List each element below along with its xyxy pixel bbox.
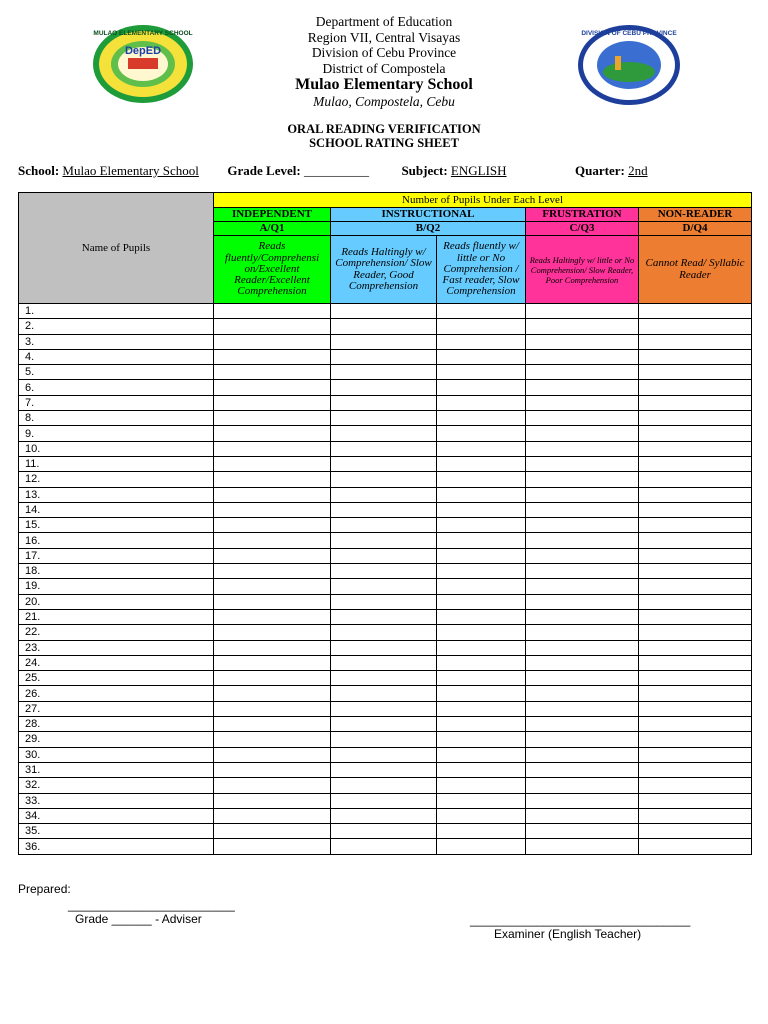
school-logo-text: MULAO ELEMENTARY SCHOOL <box>93 30 193 37</box>
pupil-row <box>19 380 752 395</box>
level-count-cell[interactable] <box>331 747 437 762</box>
title-line-1: ORAL READING VERIFICATION <box>287 122 481 136</box>
pupil-row <box>19 686 752 701</box>
level-count-cell[interactable] <box>331 456 437 471</box>
frustration-code: C/Q3 <box>526 222 639 236</box>
pupil-row <box>19 426 752 441</box>
level-count-cell[interactable] <box>331 701 437 716</box>
level-count-cell[interactable] <box>437 349 526 364</box>
level-count-cell[interactable] <box>331 487 437 502</box>
school-value: Mulao Elementary School <box>62 163 199 178</box>
level-count-cell[interactable] <box>639 334 752 349</box>
level-count-cell[interactable] <box>639 411 752 426</box>
level-count-cell[interactable] <box>214 701 331 716</box>
level-count-cell[interactable] <box>214 762 331 777</box>
level-count-cell[interactable] <box>526 349 639 364</box>
level-count-cell[interactable] <box>437 594 526 609</box>
level-count-cell[interactable] <box>214 594 331 609</box>
instructional-code: B/Q2 <box>331 222 526 236</box>
level-count-cell[interactable] <box>526 778 639 793</box>
level-count-cell[interactable] <box>526 793 639 808</box>
pupil-row <box>19 304 752 319</box>
grade-value: __________ <box>303 163 369 178</box>
level-count-cell[interactable] <box>331 365 437 380</box>
level-count-cell[interactable] <box>639 655 752 670</box>
level-count-cell[interactable] <box>331 579 437 594</box>
level-count-cell[interactable] <box>526 625 639 640</box>
non-reader-header: NON-READER <box>639 208 752 222</box>
independent-description: Reads fluently/Comprehensi on/Excellent Reader/Excellent Comprehension <box>214 236 331 304</box>
level-count-cell[interactable] <box>214 686 331 701</box>
level-count-cell[interactable] <box>214 579 331 594</box>
level-count-cell[interactable] <box>331 762 437 777</box>
level-count-cell[interactable] <box>331 334 437 349</box>
level-count-cell[interactable] <box>331 518 437 533</box>
level-count-cell[interactable] <box>214 395 331 410</box>
level-count-cell[interactable] <box>437 808 526 823</box>
level-count-cell[interactable] <box>214 717 331 732</box>
pupil-name-cell[interactable]: 21. <box>19 609 214 624</box>
pupil-name-cell[interactable]: 30. <box>19 747 214 762</box>
level-count-cell[interactable] <box>331 380 437 395</box>
level-count-cell[interactable] <box>331 564 437 579</box>
level-count-cell[interactable] <box>639 380 752 395</box>
pupil-row <box>19 824 752 839</box>
school-name: Mulao Elementary School <box>295 76 473 93</box>
level-count-cell[interactable] <box>331 671 437 686</box>
level-count-cell[interactable] <box>331 395 437 410</box>
level-count-cell[interactable] <box>526 502 639 517</box>
adviser-label: Grade ______ - Adviser <box>75 912 202 926</box>
level-count-cell[interactable] <box>437 839 526 854</box>
pupil-name-cell[interactable]: 34. <box>19 808 214 823</box>
pupil-row <box>19 319 752 334</box>
pupil-name-cell[interactable]: 13. <box>19 487 214 502</box>
level-count-cell[interactable] <box>214 808 331 823</box>
level-count-cell[interactable] <box>437 701 526 716</box>
level-count-cell[interactable] <box>214 778 331 793</box>
level-count-cell[interactable] <box>214 304 331 319</box>
level-count-cell[interactable] <box>639 594 752 609</box>
level-count-cell[interactable] <box>331 625 437 640</box>
level-count-cell[interactable] <box>526 732 639 747</box>
pupil-row <box>19 395 752 410</box>
level-count-cell[interactable] <box>526 426 639 441</box>
pupil-row <box>19 472 752 487</box>
pupil-row <box>19 456 752 471</box>
deped-mark: DepED <box>124 45 162 57</box>
pupil-row <box>19 839 752 854</box>
level-count-cell[interactable] <box>437 732 526 747</box>
quarter-value: 2nd <box>628 163 648 178</box>
level-count-cell[interactable] <box>214 564 331 579</box>
info-line <box>18 163 648 179</box>
pupil-name-cell[interactable]: 8. <box>19 411 214 426</box>
pupil-row <box>19 778 752 793</box>
pupil-row <box>19 594 752 609</box>
level-count-cell[interactable] <box>437 533 526 548</box>
district-line: District of Compostela <box>322 60 446 76</box>
level-count-cell[interactable] <box>437 778 526 793</box>
level-count-cell[interactable] <box>639 671 752 686</box>
level-count-cell[interactable] <box>214 456 331 471</box>
pupil-name-cell[interactable]: 12. <box>19 472 214 487</box>
division-seal-text: DIVISION OF CEBU PROVINCE <box>581 30 677 37</box>
level-count-cell[interactable] <box>526 548 639 563</box>
pupil-row <box>19 502 752 517</box>
pupil-name-cell[interactable]: 28. <box>19 717 214 732</box>
level-count-cell[interactable] <box>526 762 639 777</box>
level-count-cell[interactable] <box>331 655 437 670</box>
letterhead <box>0 14 768 110</box>
pupil-name-cell[interactable]: 16. <box>19 533 214 548</box>
level-count-cell[interactable] <box>437 395 526 410</box>
level-count-cell[interactable] <box>331 717 437 732</box>
level-count-cell[interactable] <box>437 762 526 777</box>
pupil-row <box>19 349 752 364</box>
level-count-cell[interactable] <box>214 655 331 670</box>
level-count-cell[interactable] <box>214 609 331 624</box>
pupil-name-cell[interactable]: 14. <box>19 502 214 517</box>
level-count-cell[interactable] <box>639 625 752 640</box>
pupil-row <box>19 533 752 548</box>
level-count-cell[interactable] <box>639 701 752 716</box>
level-count-cell[interactable] <box>437 824 526 839</box>
level-count-cell[interactable] <box>437 609 526 624</box>
level-count-cell[interactable] <box>331 686 437 701</box>
pupil-name-cell[interactable]: 32. <box>19 778 214 793</box>
level-count-cell[interactable] <box>437 717 526 732</box>
level-count-cell[interactable] <box>214 349 331 364</box>
level-count-cell[interactable] <box>526 671 639 686</box>
pupil-name-cell[interactable]: 3. <box>19 334 214 349</box>
level-count-cell[interactable] <box>526 824 639 839</box>
non-reader-code: D/Q4 <box>639 222 752 236</box>
level-count-cell[interactable] <box>639 472 752 487</box>
non-reader-description: Cannot Read/ Syllabic Reader <box>639 236 752 304</box>
level-count-cell[interactable] <box>214 319 331 334</box>
pupil-row <box>19 717 752 732</box>
level-count-cell[interactable] <box>639 487 752 502</box>
pupil-name-cell[interactable]: 23. <box>19 640 214 655</box>
level-count-cell[interactable] <box>437 625 526 640</box>
pupil-name-cell[interactable]: 18. <box>19 564 214 579</box>
independent-code: A/Q1 <box>214 222 331 236</box>
level-count-cell[interactable] <box>639 808 752 823</box>
pupil-row <box>19 487 752 502</box>
level-count-cell[interactable] <box>639 717 752 732</box>
level-count-cell[interactable] <box>526 411 639 426</box>
level-count-cell[interactable] <box>639 548 752 563</box>
level-count-cell[interactable] <box>639 839 752 854</box>
level-count-cell[interactable] <box>639 533 752 548</box>
level-count-cell[interactable] <box>526 839 639 854</box>
pupil-name-cell[interactable]: 31. <box>19 762 214 777</box>
level-count-cell[interactable] <box>437 579 526 594</box>
level-count-cell[interactable] <box>331 548 437 563</box>
level-count-cell[interactable] <box>214 824 331 839</box>
pupil-row <box>19 579 752 594</box>
level-count-cell[interactable] <box>526 747 639 762</box>
level-count-cell[interactable] <box>437 502 526 517</box>
level-count-cell[interactable] <box>437 671 526 686</box>
level-count-cell[interactable] <box>331 472 437 487</box>
level-count-cell[interactable] <box>526 640 639 655</box>
pupil-row <box>19 441 752 456</box>
pupil-name-cell[interactable]: 35. <box>19 824 214 839</box>
level-count-cell[interactable] <box>331 411 437 426</box>
pupil-row <box>19 671 752 686</box>
level-count-cell[interactable] <box>437 380 526 395</box>
pupil-name-cell[interactable]: 36. <box>19 839 214 854</box>
pupil-name-cell[interactable]: 22. <box>19 625 214 640</box>
rating-table <box>18 192 752 855</box>
pupil-name-cell[interactable]: 10. <box>19 441 214 456</box>
level-count-cell[interactable] <box>526 717 639 732</box>
level-count-cell[interactable] <box>526 319 639 334</box>
level-count-cell[interactable] <box>437 365 526 380</box>
level-count-cell[interactable] <box>214 411 331 426</box>
pupil-name-cell[interactable]: 33. <box>19 793 214 808</box>
level-count-cell[interactable] <box>639 732 752 747</box>
level-count-cell[interactable] <box>437 793 526 808</box>
quarter-label: Quarter: <box>575 163 625 178</box>
level-count-cell[interactable] <box>526 533 639 548</box>
level-count-cell[interactable] <box>214 518 331 533</box>
level-count-cell[interactable] <box>639 579 752 594</box>
level-count-cell[interactable] <box>639 365 752 380</box>
pupil-row <box>19 747 752 762</box>
pupil-row <box>19 640 752 655</box>
level-count-cell[interactable] <box>639 609 752 624</box>
level-count-cell[interactable] <box>437 304 526 319</box>
pupil-name-cell[interactable]: 20. <box>19 594 214 609</box>
level-count-cell[interactable] <box>331 533 437 548</box>
level-count-cell[interactable] <box>639 502 752 517</box>
level-count-cell[interactable] <box>214 548 331 563</box>
instructional-description-b: Reads fluently w/ little or No Comprehension / Fast reader, Slow Comprehension <box>437 236 526 304</box>
level-count-cell[interactable] <box>331 609 437 624</box>
level-count-cell[interactable] <box>526 487 639 502</box>
examiner-label: Examiner (English Teacher) <box>494 927 642 941</box>
pupil-row <box>19 518 752 533</box>
level-count-cell[interactable] <box>214 472 331 487</box>
level-count-cell[interactable] <box>639 747 752 762</box>
pupil-row <box>19 411 752 426</box>
pupil-name-cell[interactable]: 1. <box>19 304 214 319</box>
pupil-name-cell[interactable]: 11. <box>19 456 214 471</box>
level-count-cell[interactable] <box>214 625 331 640</box>
level-count-cell[interactable] <box>214 487 331 502</box>
level-count-cell[interactable] <box>437 426 526 441</box>
pupils-per-level-header: Number of Pupils Under Each Level <box>214 193 752 208</box>
level-count-cell[interactable] <box>214 747 331 762</box>
level-count-cell[interactable] <box>639 426 752 441</box>
level-count-cell[interactable] <box>214 793 331 808</box>
level-count-cell[interactable] <box>214 502 331 517</box>
level-count-cell[interactable] <box>639 518 752 533</box>
level-count-cell[interactable] <box>437 472 526 487</box>
pupil-name-cell[interactable]: 27. <box>19 701 214 716</box>
level-count-cell[interactable] <box>526 380 639 395</box>
level-count-cell[interactable] <box>437 456 526 471</box>
region-line: Region VII, Central Visayas <box>307 29 461 45</box>
adviser-signature-line: _________________________ <box>68 898 235 912</box>
pupil-name-cell[interactable]: 6. <box>19 380 214 395</box>
pupil-name-cell[interactable]: 5. <box>19 365 214 380</box>
level-count-cell[interactable] <box>639 441 752 456</box>
pupil-row <box>19 548 752 563</box>
level-count-cell[interactable] <box>437 564 526 579</box>
level-count-cell[interactable] <box>331 640 437 655</box>
department-line: Department of Education <box>315 14 453 29</box>
level-count-cell[interactable] <box>639 793 752 808</box>
level-count-cell[interactable] <box>331 349 437 364</box>
level-count-cell[interactable] <box>526 395 639 410</box>
independent-header: INDEPENDENT <box>214 208 331 222</box>
pupil-name-cell[interactable]: 15. <box>19 518 214 533</box>
level-count-cell[interactable] <box>214 380 331 395</box>
pupil-row <box>19 564 752 579</box>
level-count-cell[interactable] <box>526 686 639 701</box>
document-title <box>0 122 768 150</box>
name-of-pupils-header: Name of Pupils <box>19 193 214 304</box>
pupil-name-cell[interactable]: 24. <box>19 655 214 670</box>
level-count-cell[interactable] <box>214 441 331 456</box>
level-count-cell[interactable] <box>214 640 331 655</box>
level-count-cell[interactable] <box>437 319 526 334</box>
pupil-row <box>19 625 752 640</box>
level-count-cell[interactable] <box>437 487 526 502</box>
level-count-cell[interactable] <box>437 686 526 701</box>
pupil-name-cell[interactable]: 17. <box>19 548 214 563</box>
level-count-cell[interactable] <box>526 441 639 456</box>
level-count-cell[interactable] <box>639 349 752 364</box>
level-count-cell[interactable] <box>526 808 639 823</box>
level-count-cell[interactable] <box>639 778 752 793</box>
level-count-cell[interactable] <box>214 671 331 686</box>
instructional-description-a: Reads Haltingly w/ Comprehension/ Slow Reader, Good Comprehension <box>331 236 437 304</box>
level-count-cell[interactable] <box>526 518 639 533</box>
pupil-row <box>19 808 752 823</box>
level-count-cell[interactable] <box>526 655 639 670</box>
examiner-signature-line: _________________________________ <box>470 913 691 927</box>
level-count-cell[interactable] <box>437 747 526 762</box>
level-count-cell[interactable] <box>526 609 639 624</box>
level-count-cell[interactable] <box>526 456 639 471</box>
level-count-cell[interactable] <box>437 334 526 349</box>
pupil-name-cell[interactable]: 2. <box>19 319 214 334</box>
school-label: School: <box>18 163 60 178</box>
pupil-row <box>19 793 752 808</box>
level-count-cell[interactable] <box>526 304 639 319</box>
level-count-cell[interactable] <box>639 686 752 701</box>
level-count-cell[interactable] <box>331 732 437 747</box>
pupil-name-cell[interactable]: 19. <box>19 579 214 594</box>
level-count-cell[interactable] <box>639 456 752 471</box>
level-count-cell[interactable] <box>214 334 331 349</box>
pupil-name-cell[interactable]: 29. <box>19 732 214 747</box>
level-count-cell[interactable] <box>331 808 437 823</box>
instructional-header: INSTRUCTIONAL <box>331 208 526 222</box>
subject-label: Subject: <box>401 163 448 178</box>
grade-label: Grade Level: <box>227 163 301 178</box>
school-address: Mulao, Compostela, Cebu <box>313 94 455 109</box>
level-count-cell[interactable] <box>639 304 752 319</box>
level-count-cell[interactable] <box>331 426 437 441</box>
level-count-cell[interactable] <box>214 533 331 548</box>
level-count-cell[interactable] <box>331 319 437 334</box>
title-line-2: SCHOOL RATING SHEET <box>309 136 459 150</box>
frustration-header: FRUSTRATION <box>526 208 639 222</box>
level-count-cell[interactable] <box>639 762 752 777</box>
level-count-cell[interactable] <box>526 564 639 579</box>
level-count-cell[interactable] <box>331 441 437 456</box>
level-count-cell[interactable] <box>437 411 526 426</box>
level-count-cell[interactable] <box>639 319 752 334</box>
level-count-cell[interactable] <box>437 640 526 655</box>
level-count-cell[interactable] <box>331 594 437 609</box>
prepared-label: Prepared: <box>18 882 71 896</box>
pupil-name-cell[interactable]: 9. <box>19 426 214 441</box>
level-count-cell[interactable] <box>214 426 331 441</box>
pupil-row <box>19 365 752 380</box>
level-count-cell[interactable] <box>214 732 331 747</box>
level-count-cell[interactable] <box>639 395 752 410</box>
level-count-cell[interactable] <box>331 839 437 854</box>
level-count-cell[interactable] <box>437 518 526 533</box>
pupil-row <box>19 334 752 349</box>
pupil-row <box>19 655 752 670</box>
level-count-cell[interactable] <box>526 594 639 609</box>
frustration-description: Reads Haltingly w/ little or No Comprehension/ Slow Reader, Poor Comprehension <box>526 236 639 304</box>
pupil-row <box>19 701 752 716</box>
level-count-cell[interactable] <box>639 824 752 839</box>
level-count-cell[interactable] <box>331 304 437 319</box>
level-count-cell[interactable] <box>331 824 437 839</box>
pupil-name-cell[interactable]: 4. <box>19 349 214 364</box>
pupil-row <box>19 762 752 777</box>
level-count-cell[interactable] <box>526 472 639 487</box>
level-count-cell[interactable] <box>437 655 526 670</box>
level-count-cell[interactable] <box>639 640 752 655</box>
level-count-cell[interactable] <box>526 701 639 716</box>
subject-value: ENGLISH <box>450 163 507 178</box>
level-count-cell[interactable] <box>331 778 437 793</box>
pupil-name-cell[interactable]: 7. <box>19 395 214 410</box>
level-count-cell[interactable] <box>331 793 437 808</box>
level-count-cell[interactable] <box>526 579 639 594</box>
level-count-cell[interactable] <box>437 441 526 456</box>
pupil-name-cell[interactable]: 26. <box>19 686 214 701</box>
level-count-cell[interactable] <box>526 365 639 380</box>
level-count-cell[interactable] <box>639 564 752 579</box>
level-count-cell[interactable] <box>214 365 331 380</box>
pupil-row <box>19 609 752 624</box>
division-line: Division of Cebu Province <box>311 45 457 60</box>
level-count-cell[interactable] <box>437 548 526 563</box>
pupil-name-cell[interactable]: 25. <box>19 671 214 686</box>
level-count-cell[interactable] <box>526 334 639 349</box>
level-count-cell[interactable] <box>331 502 437 517</box>
pupil-row <box>19 732 752 747</box>
level-count-cell[interactable] <box>214 839 331 854</box>
